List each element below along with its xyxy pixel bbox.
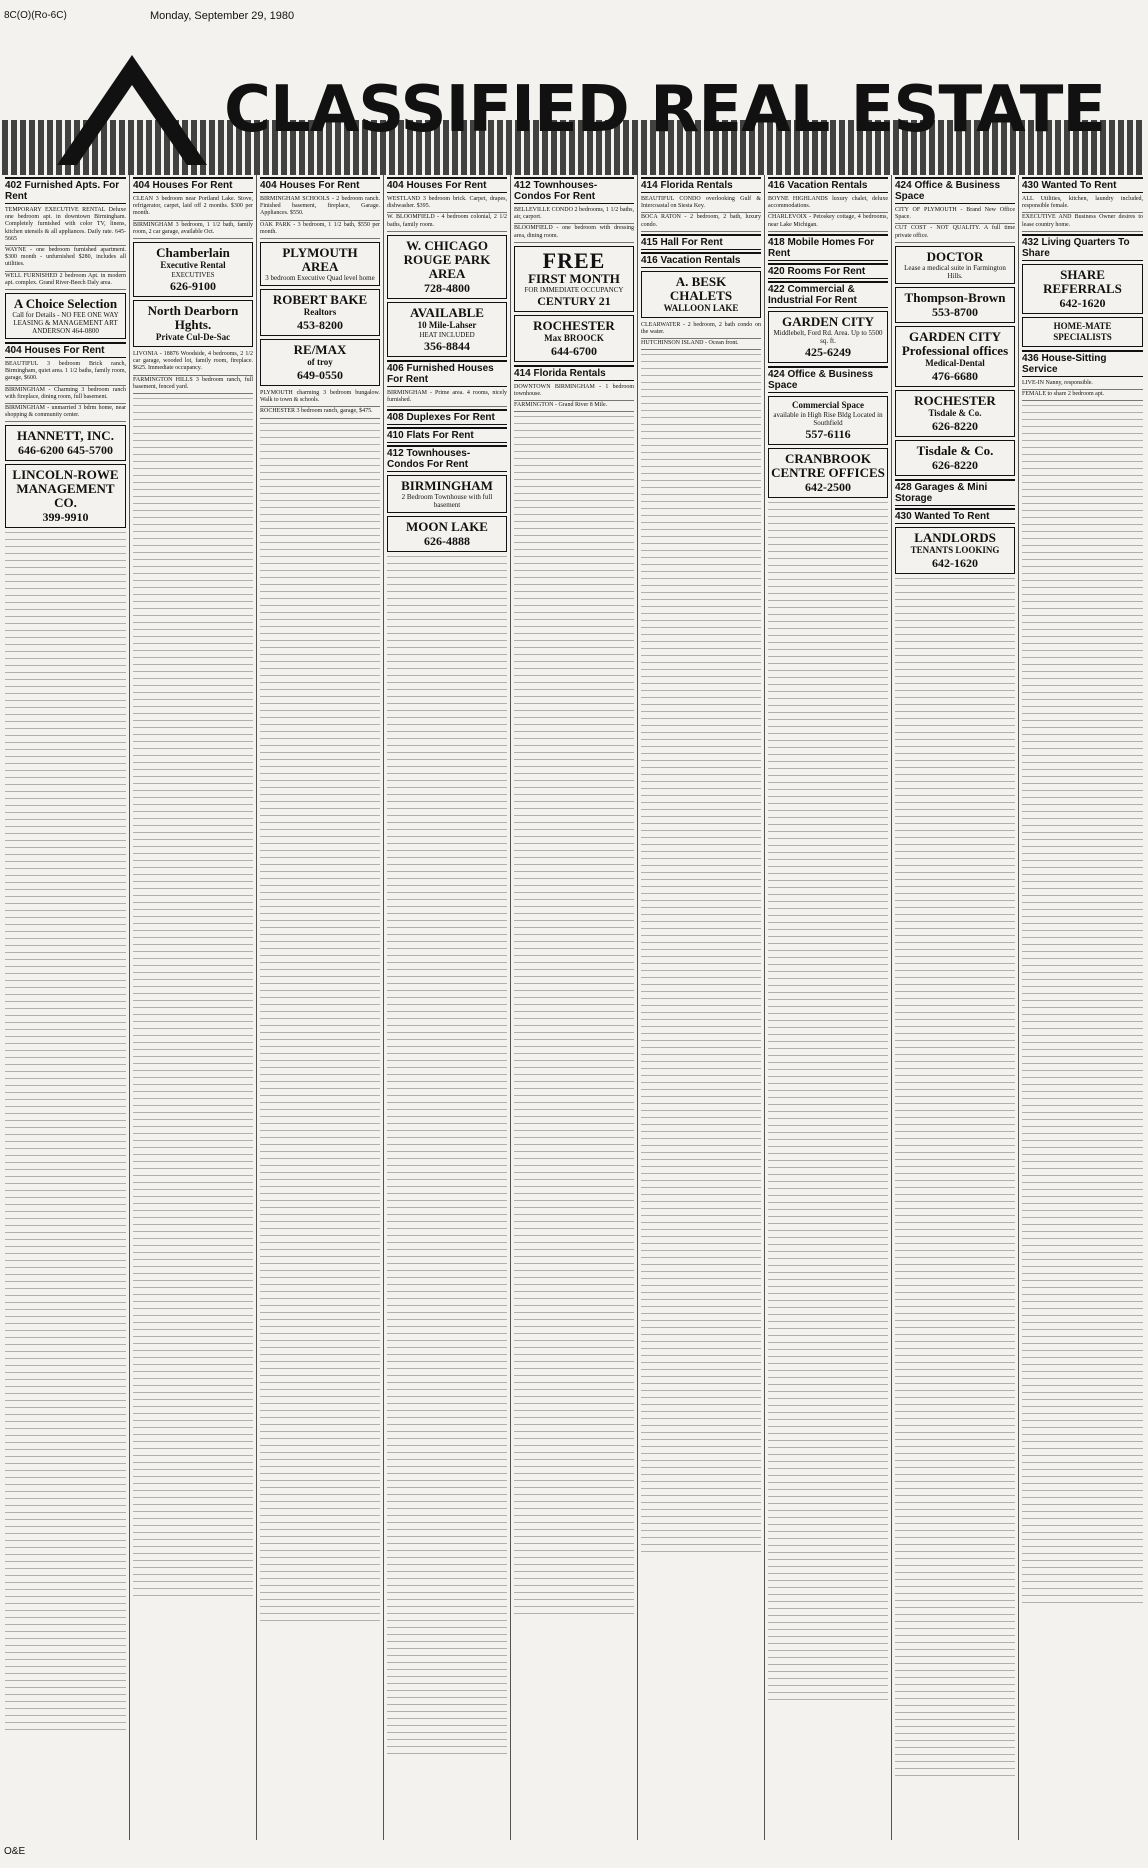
- fine-print-texture: [5, 532, 126, 1732]
- classified-ad: EXECUTIVE AND Business Owner desires to lease country home.: [1022, 213, 1143, 231]
- classified-ad: FARMINGTON HILLS 3 bedroom ranch, full basement, fenced yard.: [133, 376, 253, 394]
- section-heading: 436 House-Sitting Service: [1022, 350, 1143, 377]
- classified-column: [510, 175, 637, 1840]
- display-ad-subtitle: WALLOON LAKE: [663, 302, 739, 313]
- display-ad-title: DOCTOR: [926, 248, 984, 264]
- display-ad-title: Chamberlain: [156, 245, 230, 261]
- classified-ad: BIRMINGHAM - Charming 3 bedroom ranch with fireplace, dining room, full basement.: [5, 386, 126, 404]
- section-heading: 424 Office & Business Space: [768, 366, 888, 393]
- fine-print-texture: [133, 398, 253, 1598]
- display-ad-subtitle: Executive Rental: [160, 260, 226, 271]
- display-ad: [768, 448, 888, 498]
- classified-ad: BIRMINGHAM SCHOOLS - 2 bedroom ranch. Finished basement, fireplace, Garage. Appliances. $550.: [260, 195, 380, 221]
- display-ad: [514, 315, 634, 362]
- section-heading: 412 Townhouses-Condos For Rent: [387, 445, 507, 472]
- house-roof-icon: [57, 50, 207, 165]
- display-ad-phone: 649-0550: [297, 368, 343, 383]
- display-ad-subtitle: Medical-Dental: [925, 357, 985, 368]
- display-ad-free: FREE: [542, 247, 606, 273]
- display-ad-phone: 425-6249: [805, 344, 851, 359]
- display-ad-title: A. BESK CHALETS: [669, 273, 733, 303]
- display-ad-title: GARDEN CITY Professional offices: [901, 328, 1009, 358]
- fine-print-texture: [1022, 405, 1143, 1605]
- fine-print-texture: [641, 354, 761, 1554]
- display-ad-title: North Dearborn Hghts.: [147, 303, 239, 333]
- page-folio: 8C(O)(Ro-6C): [4, 10, 67, 21]
- display-ad-phone: 476-6680: [932, 368, 978, 383]
- classified-ad: ROCHESTER 3 bedroom ranch, garage, $475.: [260, 407, 380, 418]
- display-ad-title: CRANBROOK CENTRE OFFICES: [771, 450, 885, 480]
- classified-column: [383, 175, 510, 1840]
- classified-ad: WELL FURNISHED 2 bedroom Apt. in modern apt. complex. Grand River-Beech Daly area.: [5, 272, 126, 290]
- classified-ad: TEMPORARY EXECUTIVE RENTAL Deluxe one bedroom apt. in downtown Birmingham. Completely furnished with color TV, linens, kitchen utensils & all appliances. Daily rate. 645-5665: [5, 206, 126, 246]
- section-heading: 414 Florida Rentals: [641, 177, 761, 193]
- display-ad-title: Tisdale & Co.: [916, 442, 994, 458]
- display-ad-text: 3 bedroom Executive Quad level home: [265, 274, 375, 283]
- classified-ad: CLEAN 3 bedroom near Portland Lake. Stove, refrigerator, carpet, laid off 2 months. $300 per month.: [133, 195, 253, 221]
- display-ad-text: Middlebelt, Ford Rd. Area. Up to 5500 sq. ft.: [773, 328, 883, 345]
- display-ad-text: FOR IMMEDIATE OCCUPANCY: [524, 285, 624, 294]
- section-heading: 430 Wanted To Rent: [895, 508, 1015, 524]
- classified-ad: BEAUTIFUL CONDO overlooking Gulf & Intercoastal on Siesta Key.: [641, 195, 761, 213]
- display-ad-title: W. CHICAGO ROUGE PARK AREA: [403, 237, 491, 281]
- classified-ad: WAYNE - one bedroom furnished apartment. $300 month - unfurnished $280, includes all utilities.: [5, 246, 126, 272]
- classified-ad: PLYMOUTH charming 3 bedroom bungalow. Walk to town & schools.: [260, 389, 380, 407]
- classified-ad: BEAUTIFUL 3 bedroom Brick ranch, Birmingham, quiet area. 1 1/2 baths, family room, garage, $600.: [5, 360, 126, 386]
- display-ad-title: PLYMOUTH AREA: [282, 245, 358, 275]
- display-ad-phone: 642-1620: [1059, 295, 1106, 310]
- display-ad-subtitle: TENANTS LOOKING: [910, 544, 1000, 555]
- display-ad: [895, 527, 1015, 574]
- section-heading: 406 Furnished Houses For Rent: [387, 360, 507, 387]
- display-ad: [641, 271, 761, 318]
- display-ad: [895, 326, 1015, 387]
- display-ad-phone: 453-8200: [297, 318, 343, 333]
- display-ad: [1022, 264, 1143, 314]
- display-ad: [895, 390, 1015, 437]
- display-ad-phone: 557-6116: [805, 426, 851, 441]
- display-ad-title: ROCHESTER: [533, 317, 615, 333]
- classified-ad: FARMINGTON - Grand River 8 Mile.: [514, 401, 634, 412]
- section-heading: 430 Wanted To Rent: [1022, 177, 1143, 193]
- display-ad-phone: 642-1620: [932, 555, 978, 570]
- classified-column: [256, 175, 383, 1840]
- display-ad-title: HANNETT, INC.: [17, 428, 114, 444]
- display-ad: [260, 242, 380, 286]
- display-ad: [514, 246, 634, 312]
- display-ad: [5, 293, 126, 339]
- display-ad-text: EXECUTIVES: [171, 271, 215, 280]
- display-ad-phone: 646-6200 645-5700: [18, 443, 113, 458]
- display-ad-subtitle: Commercial Space: [791, 399, 865, 410]
- display-ad-subtitle: 10 Mile-Lahser: [417, 319, 477, 330]
- display-ad-title: RE/MAX: [293, 342, 347, 358]
- display-ad-subtitle: of troy: [307, 357, 333, 368]
- display-ad-title: Thompson-Brown: [904, 289, 1006, 305]
- classified-ad: BIRMINGHAM - unmarried 3 bdrm home, near shopping & community center.: [5, 404, 126, 422]
- bottom-folio: O&E: [4, 1846, 26, 1857]
- fine-print-texture: [260, 423, 380, 1623]
- section-heading: 404 Houses For Rent: [260, 177, 380, 193]
- classified-column: [891, 175, 1018, 1840]
- display-ad: [768, 396, 888, 445]
- display-ad-text: HEAT INCLUDED: [419, 330, 475, 339]
- section-heading: 416 Vacation Rentals: [768, 177, 888, 193]
- display-ad-phone: 553-8700: [932, 304, 978, 319]
- classified-ad: BLOOMFIELD - one bedroom with dressing area, dining room.: [514, 224, 634, 242]
- display-ad-text: 2 Bedroom Townhouse with full basement: [401, 493, 493, 510]
- display-ad-subtitle: HOME-MATE SPECIALISTS: [1053, 320, 1112, 342]
- page-date: Monday, September 29, 1980: [150, 10, 295, 22]
- display-ad: [768, 311, 888, 363]
- section-heading: 420 Rooms For Rent: [768, 263, 888, 279]
- classified-columns: [2, 175, 1146, 1840]
- classified-ad: BOYNE HIGHLANDS luxury chalet, deluxe accommodations.: [768, 195, 888, 213]
- classified-ad: WESTLAND 3 bedroom brick. Carpet, drapes, dishwasher. $395.: [387, 195, 507, 213]
- section-heading: 408 Duplexes For Rent: [387, 409, 507, 425]
- section-heading: 428 Garages & Mini Storage: [895, 479, 1015, 506]
- display-ad: [895, 246, 1015, 284]
- display-ad: [387, 302, 507, 357]
- masthead-title: CLASSIFIED REAL ESTATE: [224, 73, 1106, 147]
- display-ad-subtitle: Tisdale & Co.: [928, 407, 982, 418]
- section-heading: 424 Office & Business Space: [895, 177, 1015, 204]
- section-heading: 402 Furnished Apts. For Rent: [5, 177, 126, 204]
- display-ad-subtitle: Private Cul-De-Sac: [155, 332, 231, 343]
- display-ad: [260, 289, 380, 336]
- display-ad: [895, 287, 1015, 323]
- classified-ad: DOWNTOWN BIRMINGHAM - 1 bedroom townhouse.: [514, 383, 634, 401]
- display-ad-title: MOON LAKE: [406, 519, 488, 535]
- display-ad-phone: CENTURY 21: [537, 293, 611, 308]
- display-ad-phone: 626-8220: [932, 457, 978, 472]
- display-ad-phone: 728-4800: [424, 280, 470, 295]
- classified-ad: CUT COST - NOT QUALITY. A full time private office.: [895, 224, 1015, 242]
- display-ad: [1022, 317, 1143, 347]
- display-ad-phone: 642-2500: [805, 479, 851, 494]
- fine-print-texture: [768, 502, 888, 1702]
- display-ad-text: available in High Rise Bldg Located in Southfield: [773, 410, 883, 427]
- classified-ad: BELLEVILLE CONDO 2 bedrooms, 1 1/2 baths, air, carport.: [514, 206, 634, 224]
- section-heading: 404 Houses For Rent: [133, 177, 253, 193]
- classified-ad: LIVE-IN Nanny, responsible.: [1022, 379, 1143, 390]
- section-heading: 422 Commercial & Industrial For Rent: [768, 281, 888, 308]
- display-ad: [387, 516, 507, 552]
- classified-ad: OAK PARK - 3 bedroom, 1 1/2 bath, $550 per month.: [260, 221, 380, 239]
- classified-ad: CITY OF PLYMOUTH - Brand New Office Space.: [895, 206, 1015, 224]
- display-ad-phone: 626-4888: [424, 534, 470, 549]
- display-ad-subtitle: Max BROOCK: [544, 332, 604, 343]
- display-ad-title: LINCOLN-ROWE MANAGEMENT CO.: [12, 467, 119, 511]
- display-ad-title: AVAILABLE: [410, 304, 484, 320]
- display-ad: [133, 300, 253, 347]
- display-ad: [260, 339, 380, 386]
- section-heading: 404 Houses For Rent: [387, 177, 507, 193]
- display-ad-title: ROBERT BAKE: [272, 292, 368, 308]
- classified-column: [637, 175, 764, 1840]
- classified-ad: LIVONIA - 18876 Woodside, 4 bedrooms, 2 1/2 car garage, wooded lot, family room, fireplace. $625. Immediate occupancy.: [133, 350, 253, 376]
- section-heading: 410 Flats For Rent: [387, 427, 507, 443]
- fine-print-texture: [387, 556, 507, 1756]
- display-ad-title: BIRMINGHAM: [401, 478, 493, 494]
- classified-ad: ALL Utilities, kitchen, laundry included, responsible female.: [1022, 195, 1143, 213]
- classified-column: [2, 175, 129, 1840]
- classified-ad: FEMALE to share 2 bedroom apt.: [1022, 390, 1143, 401]
- section-heading: 414 Florida Rentals: [514, 365, 634, 381]
- section-heading: 415 Hall For Rent: [641, 234, 761, 250]
- display-ad-subtitle: Realtors: [303, 307, 337, 318]
- classified-ad: BIRMINGHAM 3 bedroom, 1 1/2 bath, family room, 2 car garage, available Oct.: [133, 221, 253, 239]
- classified-ad: CHARLEVOIX - Petoskey cottage, 4 bedrooms, near Lake Michigan.: [768, 213, 888, 231]
- display-ad: [133, 242, 253, 297]
- classified-column: [764, 175, 891, 1840]
- display-ad-text: Call for Details - NO FEE ONE WAY LEASING & MANAGEMENT ART ANDERSON 464-0800: [12, 311, 119, 336]
- display-ad-phone: 626-8220: [932, 418, 978, 433]
- masthead: [2, 50, 1144, 175]
- classified-ad: BIRMINGHAM - Prime area. 4 rooms, nicely furnished.: [387, 389, 507, 407]
- section-heading: 412 Townhouses-Condos For Rent: [514, 177, 634, 204]
- display-ad: [387, 475, 507, 513]
- fine-print-texture: [895, 578, 1015, 1778]
- display-ad: [387, 235, 507, 299]
- section-heading: 404 Houses For Rent: [5, 342, 126, 358]
- section-heading: 418 Mobile Homes For Rent: [768, 234, 888, 261]
- display-ad-phone: 626-9100: [170, 279, 216, 294]
- display-ad-title: SHARE REFERRALS: [1043, 266, 1122, 296]
- display-ad: [5, 425, 126, 461]
- section-heading: 432 Living Quarters To Share: [1022, 234, 1143, 261]
- display-ad-title: GARDEN CITY: [781, 313, 875, 329]
- classified-ad: HUTCHINSON ISLAND - Ocean front.: [641, 339, 761, 350]
- display-ad: [5, 464, 126, 528]
- display-ad: [895, 440, 1015, 476]
- display-ad-title: ROCHESTER: [914, 392, 996, 408]
- display-ad-title: A Choice Selection: [13, 296, 118, 312]
- classified-ad: BOCA RATON - 2 bedroom, 2 bath, luxury condo.: [641, 213, 761, 231]
- display-ad-phone: 399-9910: [42, 510, 89, 525]
- display-ad-phone: 644-6700: [551, 343, 597, 358]
- section-heading: 416 Vacation Rentals: [641, 252, 761, 268]
- classified-ad: CLEARWATER - 2 bedroom, 2 bath condo on the water.: [641, 321, 761, 339]
- classified-column: [1018, 175, 1146, 1840]
- display-ad-text: Lease a medical suite in Farmington Hills.: [904, 263, 1006, 280]
- classified-ad: W. BLOOMFIELD - 4 bedroom colonial, 2 1/2 baths, family room.: [387, 213, 507, 231]
- display-ad-title: LANDLORDS: [914, 529, 996, 545]
- display-ad-phone: 356-8844: [424, 338, 470, 353]
- display-ad-title: FIRST MONTH: [528, 270, 620, 286]
- classified-column: [129, 175, 256, 1840]
- fine-print-texture: [514, 416, 634, 1616]
